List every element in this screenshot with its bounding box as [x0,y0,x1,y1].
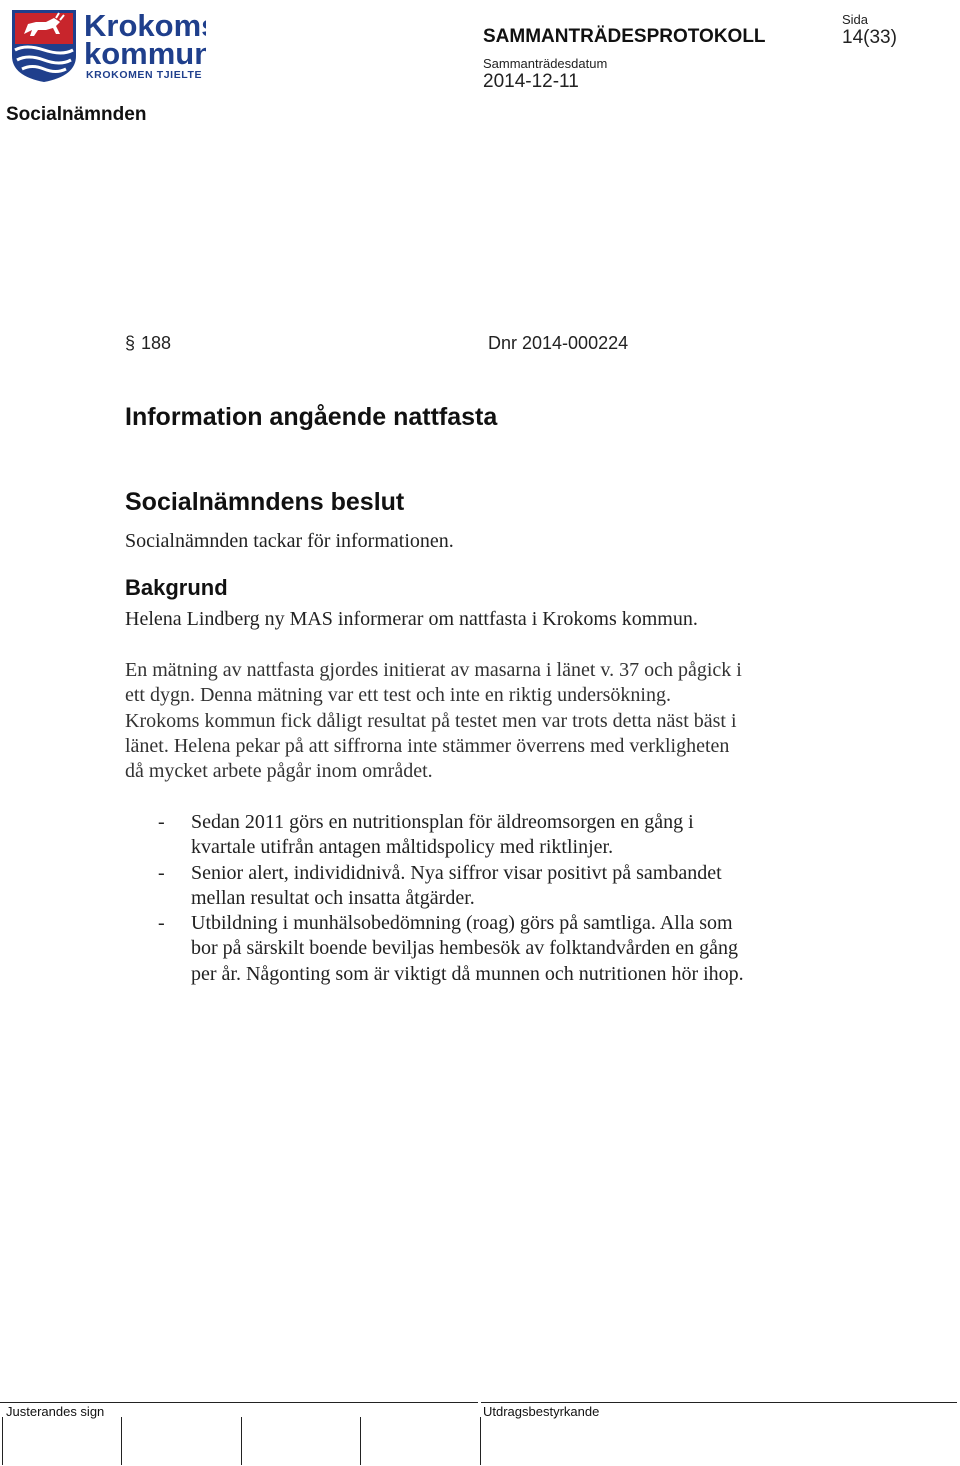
bullet-line: Sedan 2011 görs en nutritionsplan för äldreomsorgen en gång i [191,811,694,833]
bullet-line: kvartale utifrån antagen måltidspolicy med riktlinjer. [191,836,614,859]
krokoms-kommun-logo [6,4,206,84]
bullet-dash: - [158,861,165,884]
bullet-line: Utbildning i munhälsobedömning (roag) görs på samtliga. Alla som [191,912,733,935]
decision-heading: Socialnämndens beslut [125,488,405,516]
signature-box-divider [2,1417,3,1465]
bullet-line: mellan resultat och insatta åtgärder. [191,886,475,909]
signature-box-divider [360,1417,361,1465]
signature-label: Justerandes sign [6,1404,105,1419]
list-item [158,810,838,861]
body-line: länet. Helena pekar på att siffrorna inte stämmer överrens med verkligheten [125,734,730,757]
page-title: Information angående nattfasta [125,403,498,431]
signature-box-divider [241,1417,242,1465]
list-item [158,861,838,912]
bullet-line: bor på särskilt boende beviljas hembesök av folktandvården en gång [191,937,739,960]
page-number: 14(33) [842,27,897,48]
list-item [158,911,838,987]
bullet-line: per år. Någonting som är viktigt då munnen och nutritionen hör ihop. [191,962,744,985]
background-intro: Helena Lindberg ny MAS informerar om nattfasta i Krokoms kommun. [125,608,698,630]
bullet-dash: - [158,912,165,935]
document-type: SAMMANTRÄDESPROTOKOLL [483,26,766,47]
paragraph-number: 188 [141,333,172,353]
logo-name-line1: Krokoms [84,8,206,43]
case-number: Dnr 2014-000224 [488,333,629,353]
footer-rule-left [0,1402,478,1403]
logo-tagline: KROKOMEN TJIELTE [86,69,203,81]
signature-box-divider [480,1417,481,1465]
decision-text: Socialnämnden tackar för informationen. [125,530,454,552]
meeting-date: 2014-12-11 [483,71,579,92]
footer [0,1400,960,1466]
bullet-dash: - [158,811,165,833]
footer-rule-right [481,1402,957,1403]
signature-box-divider [121,1417,122,1465]
meeting-date-label: Sammanträdesdatum [483,56,608,71]
body-line: En mätning av nattfasta gjordes initierat av masarna i länet v. 37 och pågick i [125,659,742,681]
logo-name-line2: kommun [84,36,206,71]
body-line: ett dygn. Denna mätning var ett test och inte en riktig undersökning. [125,684,671,707]
department-name: Socialnämnden [6,104,147,125]
page-label: Sida [842,12,869,27]
section-symbol: § [125,333,136,353]
background-heading: Bakgrund [125,575,228,600]
bullet-list [158,810,838,987]
body-paragraph [125,658,825,784]
paragraph-reference [125,333,171,354]
coat-of-arms-icon [6,4,206,84]
certification-label: Utdragsbestyrkande [483,1404,600,1419]
body-line: Krokoms kommun fick dåligt resultat på testet men var trots detta näst bäst i [125,709,737,732]
bullet-line: Senior alert, individidnivå. Nya siffror visar positivt på sambandet [191,861,722,884]
body-line: då mycket arbete pågår inom området. [125,760,433,783]
